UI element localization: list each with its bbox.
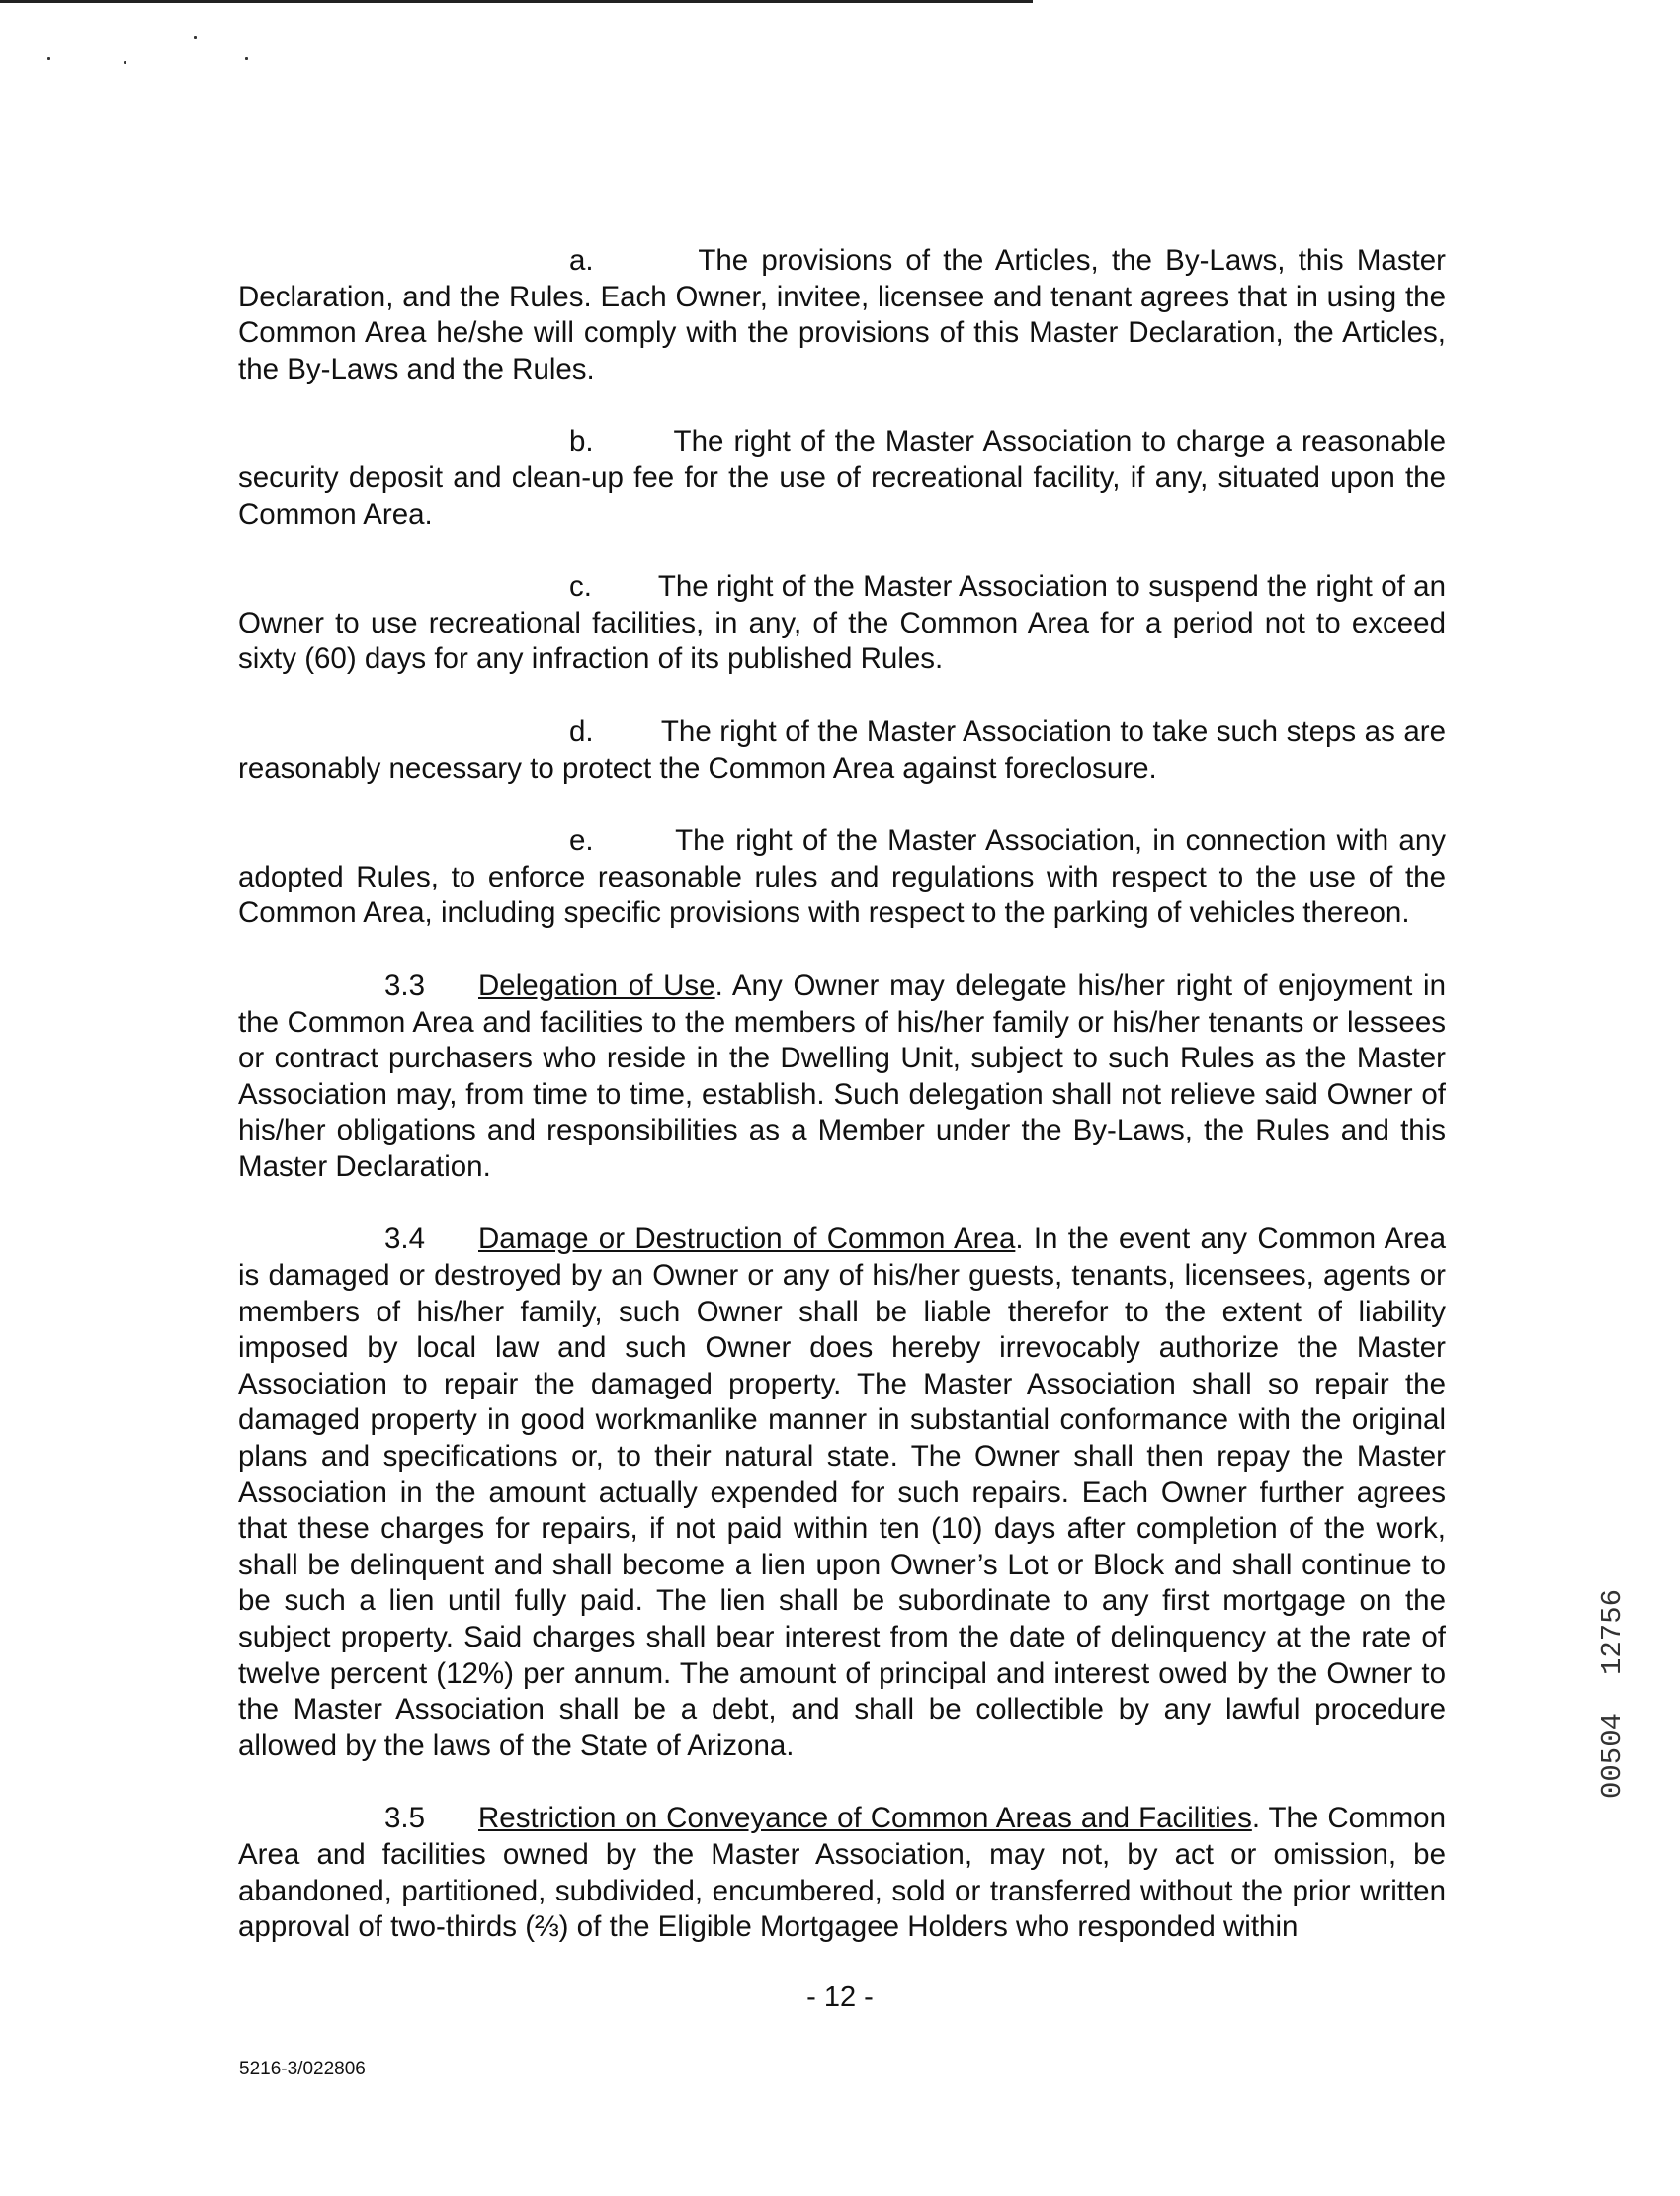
section-text: . Any Owner may delegate his/her right of enjoyment in the Common Area and facilities to the members of his/her family or his/her tenants or lessees or contract purchasers who reside in the Dwelling Unit, subject to such Rules as the Master Association may, from time to time, establish. Such delegation shall not relieve said Owner of his/her obligations and responsibilities as a Member under the By-Laws, the Rules and this Master Declaration.	[238, 969, 1446, 1183]
section-heading: Damage or Destruction of Common Area	[478, 1223, 1016, 1256]
scan-speck	[124, 61, 126, 64]
paragraph-c	[238, 569, 1446, 678]
stamp-part-2: 00504	[1596, 1713, 1629, 1800]
section-text: . In the event any Common Area is damaged or destroyed by an Owner or any of his/her guests, tenants, licensees, agents or members of his/her family, such Owner shall be liable therefor to the extent of liability imposed by local law and such Owner does hereby irrevocably authorize the Master Association to repair the damaged property. The Master Association shall so repair the damaged property in good workmanlike manner in substantial conformance with the original plans and specifications or, to their natural state. The Owner shall then repay the Master Association in the amount actually expended for such repairs. Each Owner further agrees that these charges for repairs, if not paid within ten (10) days after completion of the work, shall be delinquent and shall become a lien upon Owner’s Lot or Block and shall continue to be such a lien until fully paid. The lien shall be subordinate to any first mortgage on the subject property. Said charges shall bear interest from the date of delinquency at the rate of twelve percent (12%) per annum. The amount of principal and interest owed by the Owner to the Master Association shall be a debt, and shall be collectible by any lawful procedure allowed by the laws of the State of Arizona.	[238, 1223, 1446, 1762]
paragraph-text: The right of the Master Association, in connection with any adopted Rules, to enforce reasonable rules and regulations with respect to the use of the Common Area, including specific provisions with respect to the parking of vehicles thereon.	[238, 824, 1446, 930]
paragraph-text: The right of the Master Association to take such steps as are reasonably necessary to protect the Common Area against foreclosure.	[238, 715, 1446, 785]
paragraph-b	[238, 424, 1446, 533]
section-3-5	[238, 1801, 1446, 1945]
paragraph-text: The right of the Master Association to suspend the right of an Owner to use recreational facilities, in any, of the Common Area for a period not to exceed sixty (60) days for any infraction of its published Rules.	[238, 570, 1446, 676]
document-code: 5216-3/022806	[239, 2059, 366, 2079]
paragraph-d	[238, 715, 1446, 787]
section-text: . The Common Area and facilities owned by the Master Association, may not, by act or omission, be abandoned, partitioned, subdivided, encumbered, sold or transferred without the prior written approval of two-thirds (⅔) of the Eligible Mortgagee Holders who responded within	[238, 1802, 1446, 1944]
section-number: 3.3	[384, 969, 426, 1002]
item-label: e.	[569, 824, 594, 858]
item-label: c.	[569, 570, 592, 604]
paragraph-text: The provisions of the Articles, the By-Laws, this Master Declaration, and the Rules. Each Owner, invitee, licensee and tenant agrees that in using the Common Area he/she will comply with the provisions of this Master Declaration, the Articles, the By-Laws and the Rules.	[238, 244, 1446, 385]
section-heading: Restriction on Conveyance of Common Areas and Facilities	[478, 1802, 1252, 1835]
item-label: a.	[569, 244, 594, 277]
scan-speck	[245, 57, 248, 60]
section-number: 3.4	[384, 1223, 426, 1256]
section-heading: Delegation of Use	[478, 969, 715, 1002]
page-number: - 12 -	[806, 1982, 874, 2013]
stamp-part-1: 12756	[1596, 1589, 1629, 1676]
scan-speck	[194, 36, 197, 39]
section-number: 3.5	[384, 1802, 426, 1835]
document-body	[238, 243, 1446, 1983]
section-3-4	[238, 1222, 1446, 1764]
margin-recording-stamp	[1596, 1589, 1660, 1800]
paragraph-e	[238, 823, 1446, 932]
top-edge-rule	[0, 0, 1033, 3]
item-label: d.	[569, 715, 594, 748]
section-3-3	[238, 969, 1446, 1186]
paragraph-text: The right of the Master Association to charge a reasonable security deposit and clean-up fee for the use of recreational facility, if any, situated upon the Common Area.	[238, 425, 1446, 531]
scan-speck	[47, 57, 50, 60]
paragraph-a	[238, 243, 1446, 387]
item-label: b.	[569, 425, 594, 459]
